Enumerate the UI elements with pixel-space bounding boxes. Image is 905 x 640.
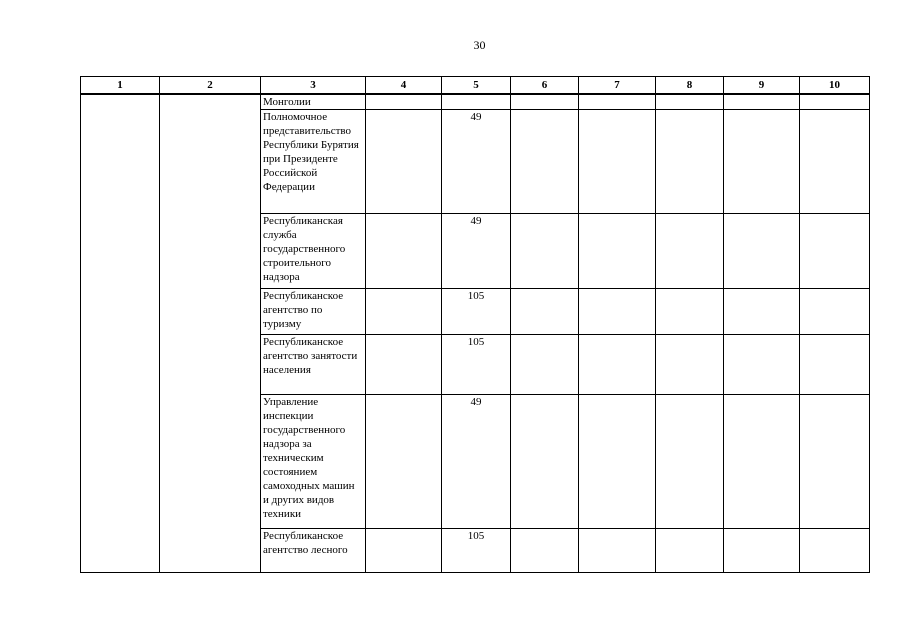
organization-name: Полномочное представительство Республики Бурятия при Президенте Российской Федерации	[261, 110, 366, 214]
cell-col2	[160, 94, 261, 573]
value-cell: 49	[442, 110, 511, 214]
column-header-8: 8	[656, 77, 724, 95]
value-cell: 105	[442, 335, 511, 395]
value-cell: 49	[442, 214, 511, 289]
column-header-4: 4	[366, 77, 442, 95]
value-cell: 105	[442, 529, 511, 573]
value-cell	[442, 94, 511, 110]
organization-name: Республиканское агентство занятости населения	[261, 335, 366, 395]
cell-col4	[366, 335, 442, 395]
organization-name: Республиканское агентство по туризму	[261, 289, 366, 335]
cell-col7	[579, 289, 656, 335]
value-cell: 105	[442, 289, 511, 335]
table-row	[81, 94, 870, 110]
cell-col4	[366, 395, 442, 529]
column-header-3: 3	[261, 77, 366, 95]
cell-col6	[511, 289, 579, 335]
column-header-2: 2	[160, 77, 261, 95]
cell-col9	[724, 335, 800, 395]
cell-col9	[724, 94, 800, 110]
cell-col7	[579, 94, 656, 110]
column-header-9: 9	[724, 77, 800, 95]
cell-col10	[800, 335, 870, 395]
cell-col10	[800, 94, 870, 110]
cell-col7	[579, 529, 656, 573]
cell-col6	[511, 110, 579, 214]
cell-col6	[511, 529, 579, 573]
cell-col6	[511, 395, 579, 529]
organization-name: Монголии	[261, 94, 366, 110]
organization-name: Управление инспекции государственного надзора за техническим состоянием самоходных машин и других видов техники	[261, 395, 366, 529]
cell-col6	[511, 94, 579, 110]
cell-col9	[724, 529, 800, 573]
cell-col8	[656, 529, 724, 573]
cell-col1	[81, 94, 160, 573]
organization-name: Республиканское агентство лесного	[261, 529, 366, 573]
column-header-5: 5	[442, 77, 511, 95]
cell-col8	[656, 335, 724, 395]
cell-col10	[800, 395, 870, 529]
cell-col10	[800, 529, 870, 573]
cell-col7	[579, 214, 656, 289]
value-cell: 49	[442, 395, 511, 529]
column-header-1: 1	[81, 77, 160, 95]
column-header-10: 10	[800, 77, 870, 95]
cell-col8	[656, 94, 724, 110]
cell-col8	[656, 214, 724, 289]
cell-col7	[579, 110, 656, 214]
cell-col6	[511, 214, 579, 289]
cell-col4	[366, 94, 442, 110]
cell-col7	[579, 395, 656, 529]
cell-col4	[366, 529, 442, 573]
cell-col4	[366, 289, 442, 335]
cell-col9	[724, 110, 800, 214]
header-row	[81, 77, 870, 95]
cell-col8	[656, 110, 724, 214]
cell-col9	[724, 289, 800, 335]
cell-col4	[366, 214, 442, 289]
cell-col10	[800, 214, 870, 289]
cell-col10	[800, 110, 870, 214]
data-table	[80, 76, 870, 573]
organization-name: Республиканская служба государственного строительного надзора	[261, 214, 366, 289]
cell-col7	[579, 335, 656, 395]
column-header-7: 7	[579, 77, 656, 95]
page-number: 30	[473, 38, 486, 52]
cell-col8	[656, 395, 724, 529]
cell-col6	[511, 335, 579, 395]
cell-col4	[366, 110, 442, 214]
cell-col9	[724, 214, 800, 289]
column-header-6: 6	[511, 77, 579, 95]
cell-col9	[724, 395, 800, 529]
cell-col10	[800, 289, 870, 335]
cell-col8	[656, 289, 724, 335]
